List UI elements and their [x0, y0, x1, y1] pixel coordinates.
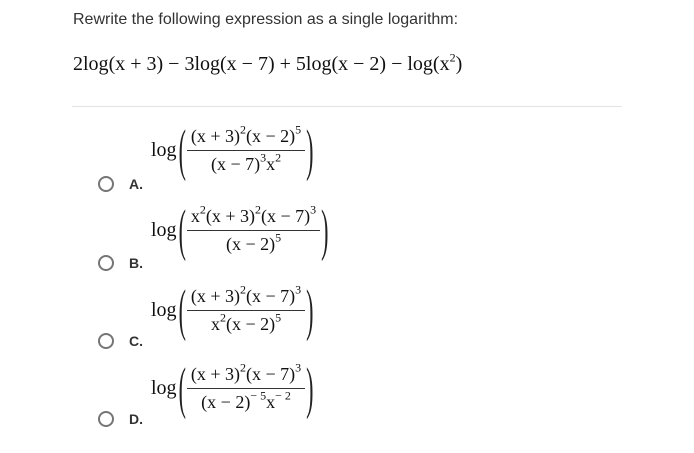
paren-left-b: (: [178, 196, 186, 262]
num-c-2: (x − 7): [246, 286, 296, 306]
den-d-1-exp: − 5: [250, 388, 267, 403]
num-c-1-exp: 2: [240, 282, 247, 297]
paren-right-c: ): [306, 276, 314, 342]
numerator-b: [187, 202, 320, 231]
op-plus: +: [279, 53, 291, 75]
num-a-1-exp: 2: [240, 122, 247, 137]
fraction-c: [187, 282, 305, 335]
num-b-1: x: [190, 206, 200, 226]
den-b-1: (x − 2): [225, 234, 276, 254]
num-d-2: (x − 7): [246, 364, 296, 384]
denominator-d: [197, 389, 295, 413]
radio-button-c[interactable]: [98, 333, 114, 349]
term-2: (x − 7): [220, 53, 275, 75]
denominator-a: [207, 151, 285, 175]
fraction-b: [187, 202, 320, 255]
choice-letter-a: A.: [129, 176, 143, 192]
num-c-2-exp: 3: [295, 282, 302, 297]
log-word-b: log: [151, 219, 177, 241]
fraction-d: [187, 360, 305, 413]
log-word-a: log: [151, 139, 177, 161]
choice-letter-d: D.: [129, 411, 143, 427]
num-d-1: (x + 3): [190, 364, 241, 384]
denominator-c: [207, 311, 285, 335]
choice-c[interactable]: [96, 278, 656, 358]
op-minus-2: −: [391, 53, 403, 75]
den-c-2-exp: 5: [275, 310, 282, 325]
choice-a[interactable]: [96, 116, 656, 200]
den-d-2-exp: − 2: [275, 388, 291, 403]
den-a-2: x: [266, 154, 276, 174]
num-b-2: (x + 3): [205, 206, 256, 226]
num-a-2-exp: 5: [295, 122, 302, 137]
num-d-2-exp: 3: [295, 360, 302, 375]
den-c-2: (x − 2): [225, 314, 276, 334]
coef-1: 2: [73, 53, 83, 75]
radio-button-a[interactable]: [98, 176, 114, 192]
term-3: (x − 2): [331, 53, 387, 75]
num-b-3: (x − 7): [261, 206, 311, 226]
num-b-2-exp: 2: [255, 202, 262, 217]
radio-button-b[interactable]: [98, 255, 114, 271]
given-expression: [73, 50, 463, 76]
numerator-d: [187, 360, 305, 389]
den-a-1-exp: 3: [260, 150, 267, 165]
num-d-1-exp: 2: [240, 360, 247, 375]
den-a-1: (x − 7): [210, 154, 261, 174]
log-word-3: log: [305, 53, 332, 75]
paren-left-a: (: [178, 116, 186, 182]
formula-a: [151, 116, 315, 182]
term-1: (x + 3): [108, 53, 164, 75]
choice-d[interactable]: [96, 356, 656, 436]
num-b-3-exp: 3: [310, 202, 317, 217]
op-minus-1: −: [168, 53, 180, 75]
den-c-1-exp: 2: [219, 310, 226, 325]
paren-left-c: (: [178, 276, 186, 342]
num-a-2: (x − 2): [246, 126, 296, 146]
den-b-1-exp: 5: [275, 230, 282, 245]
numerator-a: [187, 122, 305, 151]
coef-2: 3: [184, 53, 195, 75]
term-4-base: x: [439, 53, 450, 75]
radio-button-d[interactable]: [98, 411, 114, 427]
log-word-4: log: [407, 53, 433, 75]
num-b-1-exp: 2: [199, 202, 206, 217]
divider: [72, 106, 622, 107]
num-c-1: (x + 3): [190, 286, 241, 306]
log-word-d: log: [151, 377, 177, 399]
log-word-1: log: [83, 53, 109, 75]
paren-right-d: ): [306, 354, 314, 420]
choice-letter-c: C.: [129, 333, 143, 349]
question-prompt: Rewrite the following expression as a single logarithm:: [73, 11, 459, 28]
term-4: $(x^2)$: [432, 50, 463, 75]
formula-c: [151, 276, 315, 342]
log-word-c: log: [151, 299, 177, 321]
fraction-a: [187, 122, 305, 175]
paren-right-a: ): [306, 116, 314, 182]
choice-letter-b: B.: [129, 255, 143, 271]
paren-left-d: (: [178, 354, 186, 420]
log-word-2: log: [194, 53, 221, 75]
denominator-b: [222, 231, 285, 255]
coef-3: 5: [295, 53, 306, 75]
den-d-2: x: [266, 392, 276, 412]
numerator-c: [187, 282, 305, 311]
choice-b[interactable]: [96, 198, 656, 278]
formula-b: [151, 196, 330, 262]
num-a-1: (x + 3): [190, 126, 241, 146]
den-a-2-exp: 2: [275, 150, 282, 165]
term-4-exp: 2: [449, 50, 456, 65]
den-d-1: (x − 2): [201, 392, 251, 412]
paren-right-b: ): [321, 196, 329, 262]
formula-d: [151, 354, 315, 420]
den-c-1: x: [210, 314, 220, 334]
